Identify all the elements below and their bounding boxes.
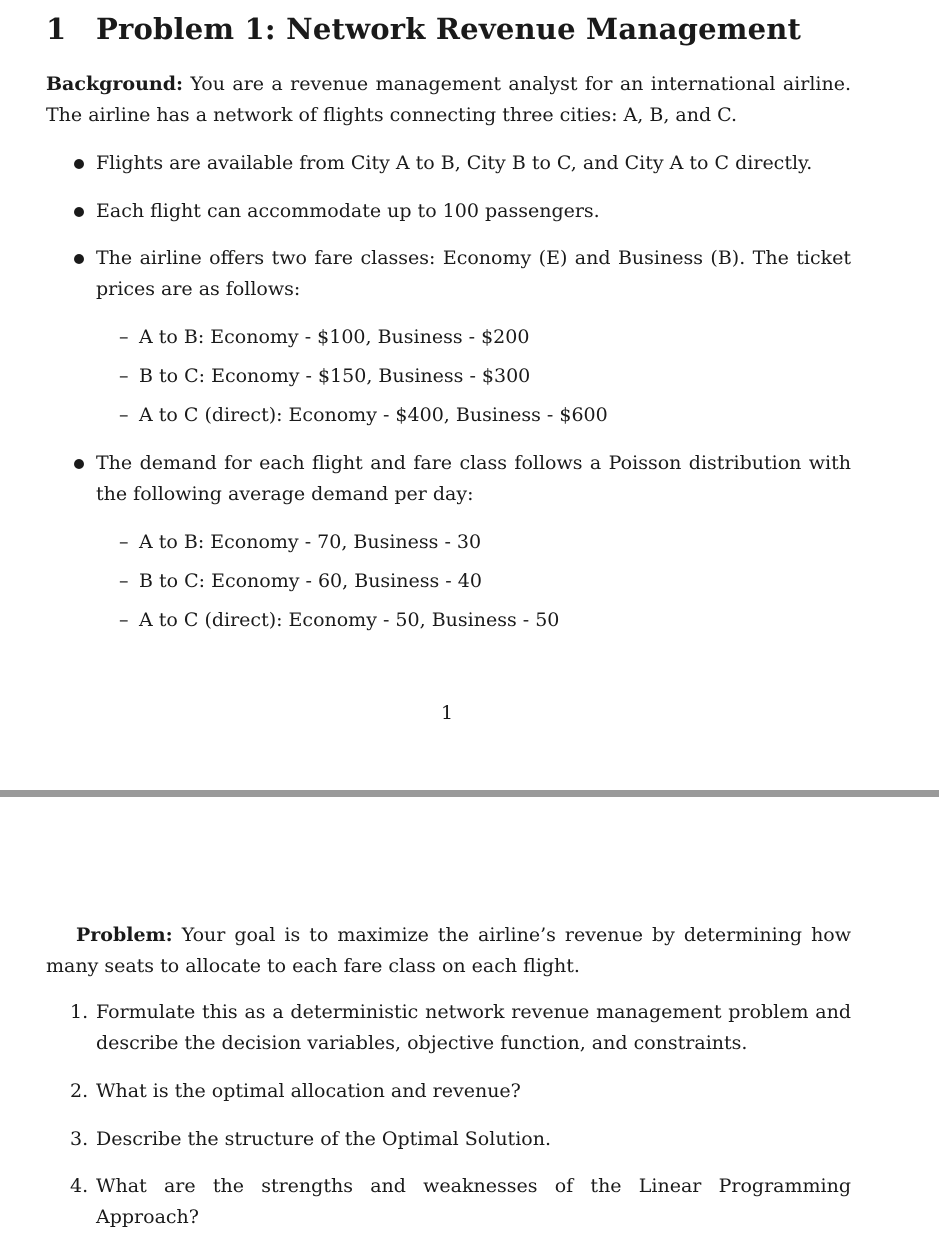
bullet-fares: The airline offers two fare classes: Economy (E) and Business (B). The ticket prices are as follows: xyxy=(96,247,851,300)
demand-item: A to C (direct): Economy - 50, Business - 50 xyxy=(139,609,560,631)
problem-paragraph xyxy=(46,920,851,982)
section-title: Problem 1: Network Revenue Management xyxy=(96,12,802,46)
background-paragraph xyxy=(46,69,851,131)
question-number: 4. xyxy=(70,1175,89,1197)
demand-item: B to C: Economy - 60, Business - 40 xyxy=(139,570,482,592)
question-item: What are the strengths and weaknesses of the Linear Programming Approach? xyxy=(96,1175,851,1228)
background-text: You are a revenue management analyst for an international airline. The airline has a network of flights connecting three cities: A, B, and C. xyxy=(46,73,852,126)
dash-icon: – xyxy=(119,404,129,426)
section-heading xyxy=(46,12,801,46)
bullet-icon xyxy=(74,459,84,469)
question-number: 3. xyxy=(70,1128,89,1150)
bullet-icon xyxy=(74,159,84,169)
page-number: 1 xyxy=(441,702,454,724)
dash-icon: – xyxy=(119,609,129,631)
dash-icon: – xyxy=(119,365,129,387)
bullet-flights: Flights are available from City A to B, City B to C, and City A to C directly. xyxy=(96,152,813,174)
question-number: 2. xyxy=(70,1080,89,1102)
question-item: Formulate this as a deterministic network revenue management problem and describe the decision variables, objective function, and constraints. xyxy=(96,1001,851,1054)
dash-icon: – xyxy=(119,531,129,553)
price-item: A to C (direct): Economy - $400, Business - $600 xyxy=(139,404,608,426)
demand-item: A to B: Economy - 70, Business - 30 xyxy=(139,531,482,553)
question-item: Describe the structure of the Optimal Solution. xyxy=(96,1128,551,1150)
bullet-capacity: Each flight can accommodate up to 100 passengers. xyxy=(96,200,600,222)
dash-icon: – xyxy=(119,570,129,592)
problem-text: Your goal is to maximize the airline’s revenue by determining how many seats to allocate to each fare class on each flight. xyxy=(46,924,852,977)
page-separator xyxy=(0,790,939,797)
dash-icon: – xyxy=(119,326,129,348)
price-item: B to C: Economy - $150, Business - $300 xyxy=(139,365,531,387)
question-number: 1. xyxy=(70,1001,89,1023)
bullet-icon xyxy=(74,254,84,264)
price-item: A to B: Economy - $100, Business - $200 xyxy=(139,326,530,348)
bullet-demand: The demand for each flight and fare class follows a Poisson distribution with the following average demand per day: xyxy=(96,452,851,505)
background-label: Background: xyxy=(46,73,183,95)
question-item: What is the optimal allocation and revenue? xyxy=(96,1080,521,1102)
problem-label: Problem: xyxy=(76,924,173,946)
section-number: 1 xyxy=(46,12,67,46)
page-2 xyxy=(0,798,939,1234)
bullet-icon xyxy=(74,207,84,217)
